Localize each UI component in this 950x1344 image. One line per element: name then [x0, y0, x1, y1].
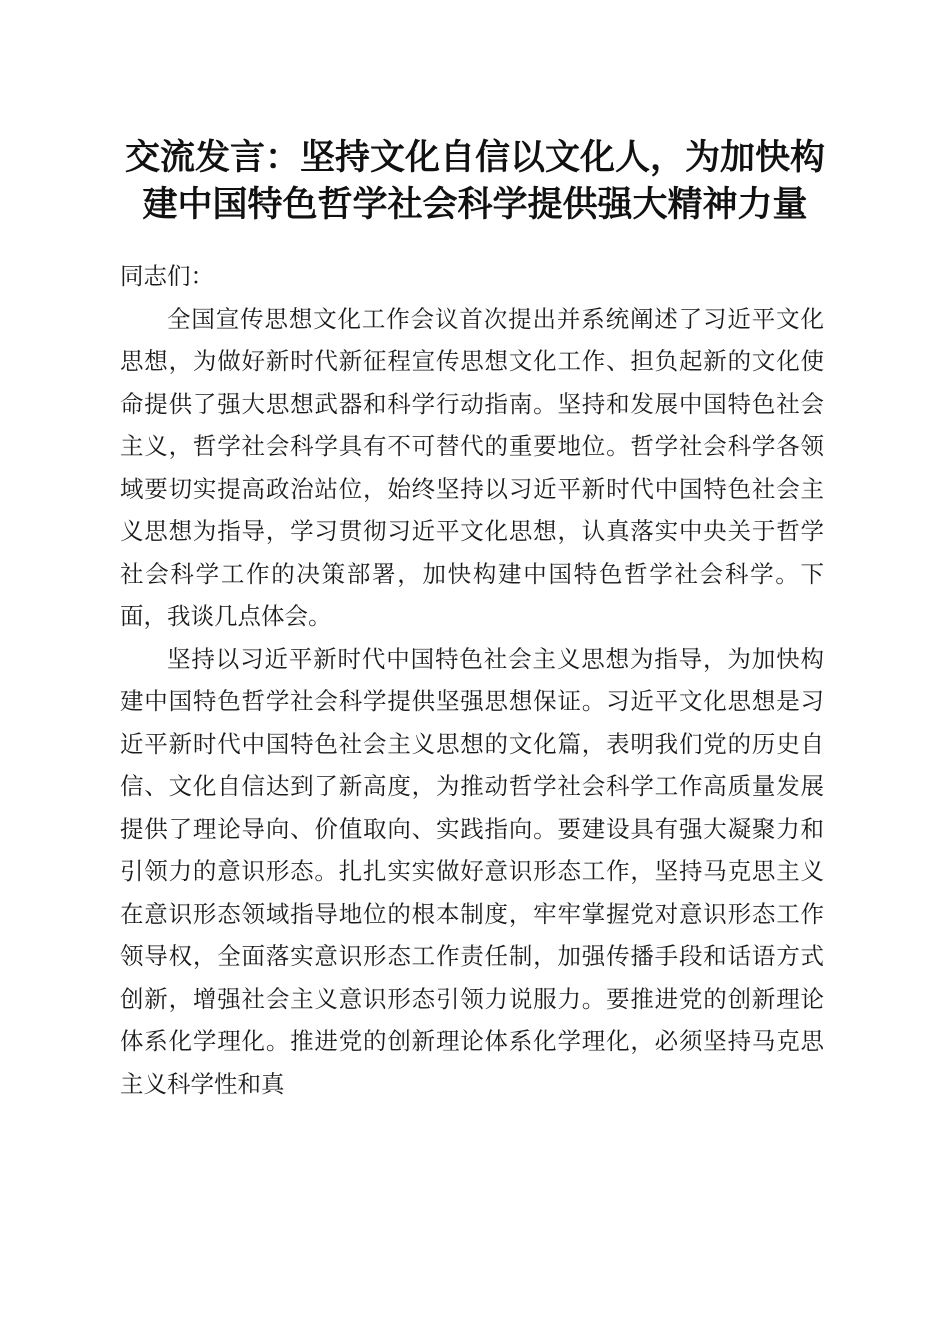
salutation: 同志们： [120, 262, 214, 290]
document-title [118, 134, 832, 228]
title-line-2: 建中国特色哲学社会科学提供强大精神力量 [142, 184, 808, 225]
paragraph-2: 坚持以习近平新时代中国特色社会主义思想为指导，为加快构建中国特色哲学社会科学提供坚强思想保证。习近平文化思想是习近平新时代中国特色社会主义思想的文化篇，表明我们党的历史自信、文化自信达到了新高度，为推动哲学社会科学工作高质量发展提供了理论导向、价值取向、实践指向。要建设具有强大凝聚力和引领力的意识形态。扎扎实实做好意识形态工作，坚持马克思主义在意识形态领域指导地位的根本制度，牢牢掌握党对意识形态工作领导权，全面落实意识形态工作责任制，加强传播手段和话语方式创新，增强社会主义意识形态引领力说服力。要推进党的创新理论体系化学理化。推进党的创新理论体系化学理化，必须坚持马克思主义科学性和真 [120, 644, 824, 1098]
title-line-1: 交流发言：坚持文化自信以文化人，为加快构 [124, 137, 825, 178]
document-body [120, 255, 824, 1105]
paragraph-1: 全国宣传思想文化工作会议首次提出并系统阐述了习近平文化思想，为做好新时代新征程宣传思想文化工作、担负起新的文化使命提供了强大思想武器和科学行动指南。坚持和发展中国特色社会主义，哲学社会科学具有不可替代的重要地位。哲学社会科学各领域要切实提高政治站位，始终坚持以习近平新时代中国特色社会主义思想为指导，学习贯彻习近平文化思想，认真落实中央关于哲学社会科学工作的决策部署，加快构建中国特色哲学社会科学。下面，我谈几点体会。 [120, 304, 824, 630]
